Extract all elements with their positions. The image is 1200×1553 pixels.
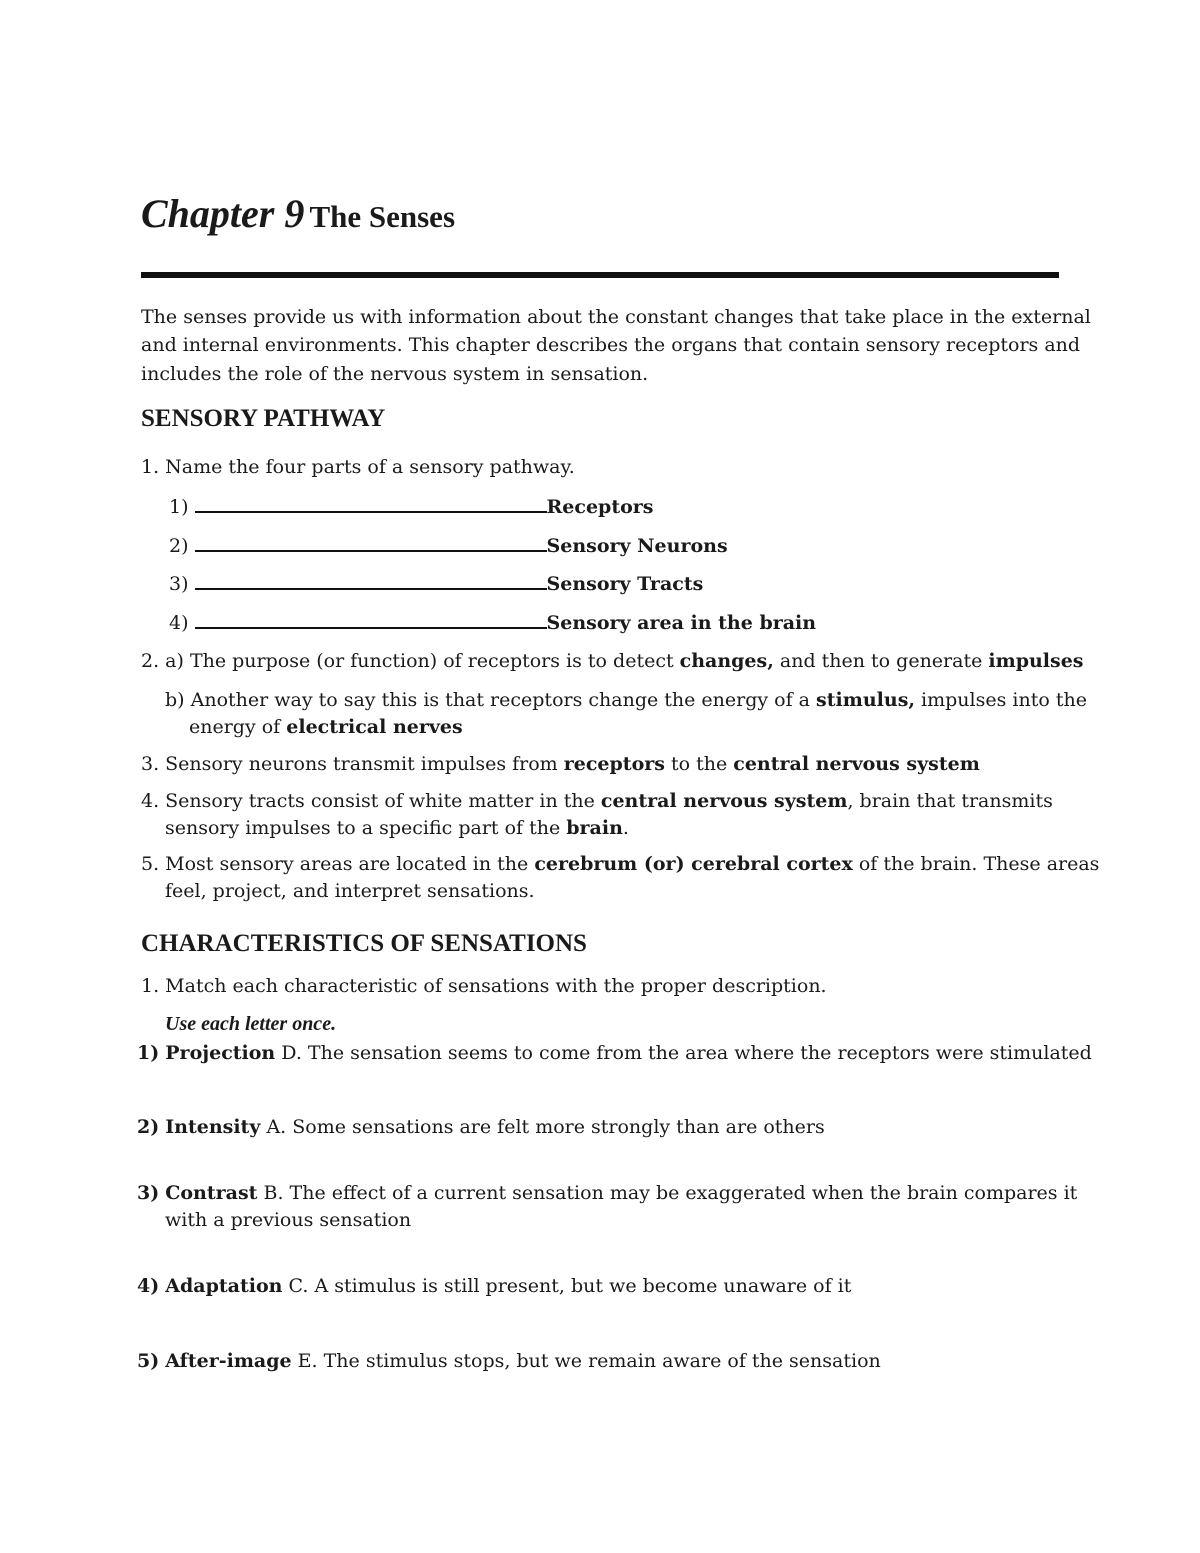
page-title bbox=[141, 190, 455, 237]
question-2b-line-2 bbox=[189, 714, 463, 741]
match-item-2 bbox=[137, 1114, 825, 1141]
q2b-answer-1: stimulus, bbox=[816, 689, 915, 711]
intro-line-1: The senses provide us with information about the constant changes that take place in the external bbox=[141, 306, 1091, 328]
item-term: Projection bbox=[165, 1042, 276, 1064]
question-5-line-2: feel, project, and interpret sensations. bbox=[165, 880, 535, 902]
q3-answer-2: central nervous system bbox=[733, 753, 980, 775]
pathway-part-2 bbox=[169, 532, 728, 560]
item-description: D. The sensation seems to come from the area where the receptors were stimulated bbox=[281, 1042, 1092, 1064]
q4-text-mid: , brain that transmits bbox=[847, 790, 1053, 812]
q2b-text-2: energy of bbox=[189, 716, 287, 738]
item-description: E. The stimulus stops, but we remain aware of the sensation bbox=[297, 1350, 881, 1372]
item-description: B. The effect of a current sensation may be exaggerated when the brain compares it bbox=[263, 1182, 1078, 1204]
item-number: 1) bbox=[137, 1042, 160, 1064]
q4-text-2: sensory impulses to a specific part of the bbox=[165, 817, 567, 839]
part-answer: Sensory Neurons bbox=[546, 535, 728, 557]
match-item-3-line-2: with a previous sensation bbox=[165, 1209, 412, 1231]
question-2b bbox=[165, 687, 1087, 714]
question-5 bbox=[141, 851, 1099, 878]
match-item-4 bbox=[137, 1273, 851, 1300]
item-term: Contrast bbox=[165, 1182, 258, 1204]
part-number: 2) bbox=[169, 535, 189, 557]
q4-answer-2: brain bbox=[566, 817, 623, 839]
q2b-answer-2: electrical nerves bbox=[286, 716, 463, 738]
q2a-answer-1: changes, bbox=[679, 650, 774, 672]
question-3 bbox=[141, 751, 980, 778]
pathway-part-1 bbox=[169, 493, 654, 521]
title-subject: The Senses bbox=[309, 199, 456, 234]
answer-blank bbox=[195, 609, 547, 629]
part-number: 1) bbox=[169, 496, 189, 518]
section2-question-1: 1. Match each characteristic of sensations with the proper description. bbox=[141, 975, 827, 997]
item-number: 3) bbox=[137, 1182, 160, 1204]
item-number: 4) bbox=[137, 1275, 160, 1297]
q2a-text: 2. a) The purpose (or function) of receptors is to detect bbox=[141, 650, 680, 672]
intro-line-3: includes the role of the nervous system in sensation. bbox=[141, 363, 649, 385]
answer-blank bbox=[195, 493, 547, 513]
item-description: A. Some sensations are felt more strongly than are others bbox=[266, 1116, 825, 1138]
q2a-answer-2: impulses bbox=[988, 650, 1084, 672]
q4-text: 4. Sensory tracts consist of white matter in the bbox=[141, 790, 601, 812]
instruction: Use each letter once. bbox=[165, 1013, 337, 1035]
title-rule bbox=[141, 272, 1059, 278]
section-heading-sensory-pathway: SENSORY PATHWAY bbox=[141, 405, 386, 432]
item-term: Intensity bbox=[165, 1116, 261, 1138]
match-item-1 bbox=[137, 1040, 1092, 1067]
title-chapter: Chapter 9 bbox=[141, 191, 305, 236]
intro-line-2: and internal environments. This chapter describes the organs that contain sensory receptors and bbox=[141, 334, 1081, 356]
match-item-5 bbox=[137, 1348, 881, 1375]
part-number: 3) bbox=[169, 573, 189, 595]
q3-text: 3. Sensory neurons transmit impulses from bbox=[141, 753, 564, 775]
q2b-text: b) Another way to say this is that receptors change the energy of a bbox=[165, 689, 817, 711]
item-term: After-image bbox=[165, 1350, 292, 1372]
part-answer: Sensory Tracts bbox=[546, 573, 704, 595]
q4-answer-1: central nervous system bbox=[600, 790, 848, 812]
question-4 bbox=[141, 788, 1053, 815]
question-1: 1. Name the four parts of a sensory pathway. bbox=[141, 456, 575, 478]
q5-text: 5. Most sensory areas are located in the bbox=[141, 853, 535, 875]
q5-text-mid: of the brain. These areas bbox=[852, 853, 1100, 875]
answer-blank bbox=[195, 570, 547, 590]
pathway-part-3 bbox=[169, 570, 703, 598]
item-number: 2) bbox=[137, 1116, 160, 1138]
question-2a bbox=[141, 648, 1084, 675]
q2a-text-mid: and then to generate bbox=[773, 650, 989, 672]
q5-answer: cerebrum (or) cerebral cortex bbox=[534, 853, 853, 875]
question-4-line-2 bbox=[165, 815, 629, 842]
section-heading-characteristics: CHARACTERISTICS OF SENSATIONS bbox=[141, 930, 587, 957]
q4-end: . bbox=[622, 817, 629, 839]
q2b-text-mid: impulses into the bbox=[915, 689, 1087, 711]
answer-blank bbox=[195, 532, 547, 552]
item-description: C. A stimulus is still present, but we become unaware of it bbox=[288, 1275, 852, 1297]
match-item-3 bbox=[137, 1180, 1077, 1207]
pathway-part-4 bbox=[169, 609, 816, 637]
part-answer: Receptors bbox=[546, 496, 654, 518]
part-number: 4) bbox=[169, 612, 189, 634]
q3-text-mid: to the bbox=[664, 753, 734, 775]
item-term: Adaptation bbox=[165, 1275, 283, 1297]
item-number: 5) bbox=[137, 1350, 160, 1372]
q3-answer-1: receptors bbox=[563, 753, 665, 775]
part-answer: Sensory area in the brain bbox=[546, 612, 817, 634]
